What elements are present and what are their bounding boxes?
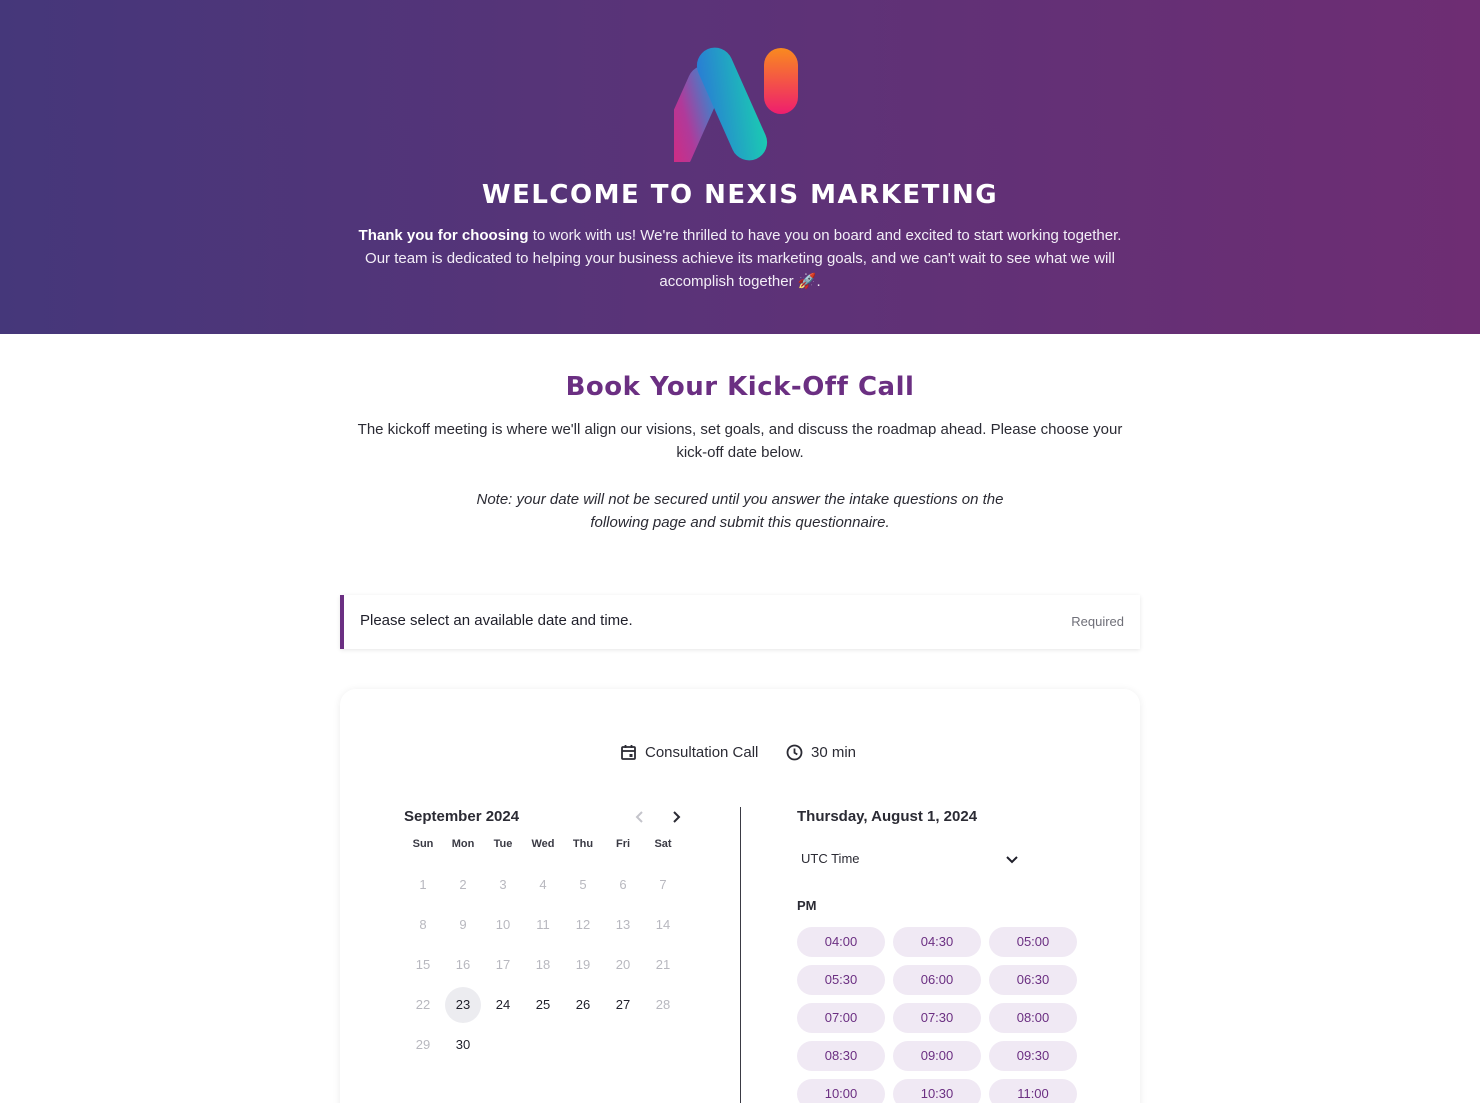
calendar-day: 22: [415, 997, 431, 1012]
period-label: PM: [797, 898, 817, 913]
time-slot-button[interactable]: 11:00: [989, 1079, 1077, 1103]
book-description: The kickoff meeting is where we'll align our visions, set goals, and discuss the roadmap ahead. Please choose your kick-off date below.: [357, 421, 1123, 461]
welcome-intro: [350, 224, 1130, 293]
welcome-header: [0, 0, 1480, 334]
calendar-day: 20: [615, 957, 631, 972]
time-slot-button[interactable]: 09:00: [893, 1041, 981, 1071]
time-slot-button[interactable]: 10:00: [797, 1079, 885, 1103]
calendar-day: 21: [655, 957, 671, 972]
calendar-day[interactable]: 25: [535, 997, 551, 1012]
calendar-day: 18: [535, 957, 551, 972]
calendar-icon: [620, 744, 637, 761]
field-label: Please select an available date and time.: [360, 612, 633, 629]
weekday-label: Sun: [412, 838, 434, 850]
calendar-day: 3: [499, 877, 507, 892]
chevron-down-icon: [1005, 852, 1019, 866]
clock-icon: [786, 744, 803, 761]
time-slot-button[interactable]: 04:00: [797, 927, 885, 957]
calendar-day[interactable]: 30: [455, 1037, 471, 1052]
calendar-day: 4: [539, 877, 547, 892]
book-title: Book Your Kick-Off Call: [565, 372, 915, 402]
date-time-field: [340, 595, 1140, 649]
weekday-label: Wed: [531, 838, 555, 850]
weekday-label: Fri: [615, 838, 631, 850]
prev-month-icon[interactable]: [631, 808, 649, 826]
weekday-label: Mon: [451, 838, 475, 850]
event-name: [620, 744, 758, 761]
time-slot-button[interactable]: 08:00: [989, 1003, 1077, 1033]
welcome-title: WELCOME TO NEXIS MARKETING: [481, 180, 999, 210]
calendar-day: 9: [459, 917, 467, 932]
time-slot-button[interactable]: 06:00: [893, 965, 981, 995]
calendar-day: 13: [615, 917, 631, 932]
calendar-day: 10: [495, 917, 511, 932]
time-slot-button[interactable]: 06:30: [989, 965, 1077, 995]
calendar-divider: [740, 807, 741, 1103]
time-slot-button[interactable]: 07:30: [893, 1003, 981, 1033]
time-slot-button[interactable]: 08:30: [797, 1041, 885, 1071]
selected-date-heading: Thursday, August 1, 2024: [797, 808, 978, 825]
time-slot-button[interactable]: 09:30: [989, 1041, 1077, 1071]
nexis-logo-icon: [674, 46, 802, 162]
calendar-day[interactable]: 24: [495, 997, 511, 1012]
required-badge: Required: [1071, 614, 1124, 629]
calendar-day: 28: [655, 997, 671, 1012]
calendar-day[interactable]: 27: [615, 997, 631, 1012]
timezone-select[interactable]: [797, 846, 1025, 872]
time-slot-button[interactable]: 05:00: [989, 927, 1077, 957]
event-meta: [0, 744, 1480, 766]
calendar-day[interactable]: 26: [575, 997, 591, 1012]
time-slot-button[interactable]: 05:30: [797, 965, 885, 995]
time-slot-button[interactable]: 04:30: [893, 927, 981, 957]
calendar-month: September 2024: [404, 808, 520, 825]
intro-text: to work with us! We're thrilled to have you on board and excited to start working together. Our team is dedicated to helping your business achieve its marketing goals, and we can't wait to see what we will accomplish together 🚀.: [365, 227, 1122, 290]
weekday-label: Sat: [654, 838, 672, 850]
time-slot-button[interactable]: 07:00: [797, 1003, 885, 1033]
calendar-day: 12: [575, 917, 591, 932]
calendar-day: 19: [575, 957, 591, 972]
calendar-day: 6: [619, 877, 627, 892]
weekday-label: Tue: [493, 838, 513, 850]
calendar-day: 2: [459, 877, 467, 892]
calendar-day[interactable]: 23: [445, 987, 481, 1023]
calendar-day: 15: [415, 957, 431, 972]
calendar-day: 17: [495, 957, 511, 972]
time-slot-button[interactable]: 10:30: [893, 1079, 981, 1103]
calendar-day: 8: [419, 917, 427, 932]
calendar-day: 1: [419, 877, 427, 892]
calendar-day: 11: [536, 917, 550, 932]
event-duration: [786, 744, 856, 761]
next-month-icon[interactable]: [667, 808, 685, 826]
timezone-value: UTC Time: [801, 851, 860, 866]
book-note: Note: your date will not be secured until you answer the intake questions on the following page and submit this questionnaire.: [476, 491, 1004, 531]
weekday-label: Thu: [572, 838, 594, 850]
event-duration-label: 30 min: [811, 744, 857, 761]
intro-bold: Thank you for choosing: [358, 227, 529, 244]
event-name-label: Consultation Call: [645, 744, 759, 761]
calendar-day: 7: [659, 877, 667, 892]
calendar-day: 5: [579, 877, 587, 892]
calendar-day: 29: [415, 1037, 431, 1052]
calendar-day: 14: [655, 917, 671, 932]
calendar-day: 16: [455, 957, 471, 972]
